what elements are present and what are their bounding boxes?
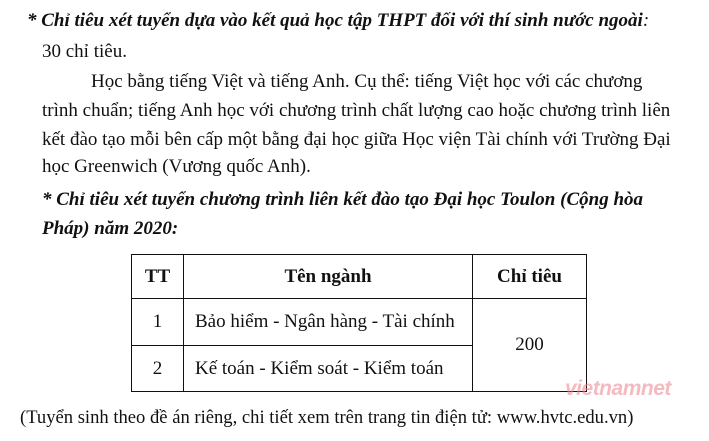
section2-heading-line: * Chỉ tiêu xét tuyển chương trình liên kết đào tạo Đại học Toulon (Cộng hòa [42,189,644,210]
section2-heading-line: Pháp) năm 2020: [42,218,179,239]
row-tt: 1 [132,299,184,346]
table-header-row [132,255,587,299]
row-tt: 2 [132,346,184,392]
header-tt: TT [132,255,184,299]
header-chi-tieu: Chỉ tiêu [473,255,587,299]
quota-total: 200 [473,299,587,392]
footer-note: (Tuyển sinh theo đề án riêng, chi tiết xem trên trang tin điện tử: www.hvtc.edu.vn) [20,407,634,428]
row-nganh: Bảo hiểm - Ngân hàng - Tài chính [184,299,473,346]
paragraph-line: học Greenwich (Vương quốc Anh). [42,156,311,177]
section1-heading: * Chỉ tiêu xét tuyển dựa vào kết quả học tập THPT đối với thí sinh nước ngoài: [27,10,650,31]
header-ten-nganh: Tên ngành [184,255,473,299]
vietnamnet-watermark: vietnamnet [565,377,671,400]
paragraph-line: Học bằng tiếng Việt và tiếng Anh. Cụ thể: tiếng Việt học với các chương [91,71,643,92]
paragraph-line: trình chuẩn; tiếng Anh học với chương trình chất lượng cao hoặc chương trình liên [42,100,671,121]
admission-quota-table [131,254,587,392]
paragraph-line: kết đào tạo mỗi bên cấp một bằng đại học giữa Học viện Tài chính với Trường Đại [42,129,671,150]
row-nganh: Kế toán - Kiểm soát - Kiểm toán [184,346,473,392]
table-row [132,299,587,346]
section1-quota: 30 chỉ tiêu. [42,41,127,62]
